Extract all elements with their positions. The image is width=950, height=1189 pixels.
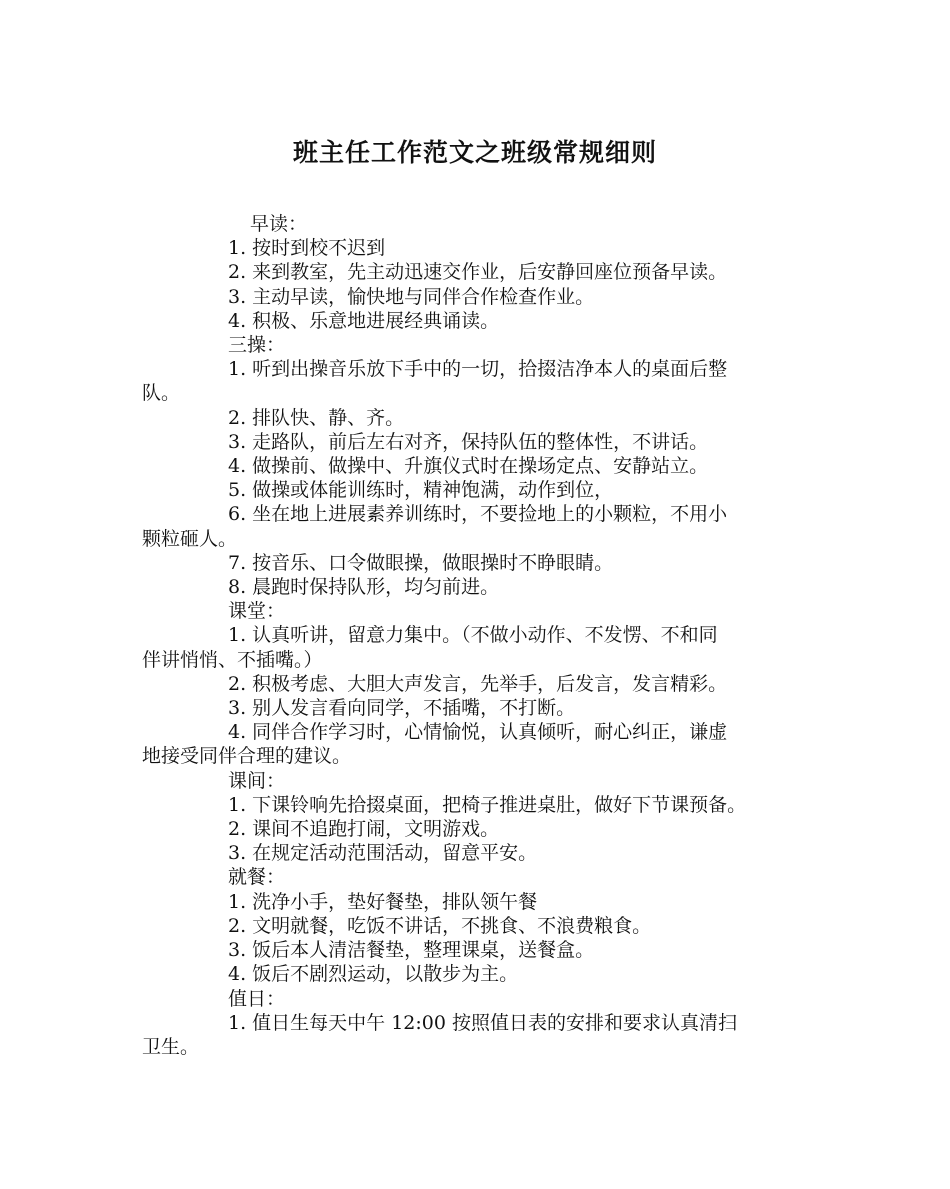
- rule-item: 4. 积极、乐意地进展经典诵读。: [228, 309, 500, 332]
- rule-item: 4. 同伴合作学习时，心情愉悦，认真倾听，耐心纠正，谦虚: [228, 721, 728, 744]
- rule-item: 4. 做操前、做操中、升旗仪式时在操场定点、安静站立。: [228, 455, 709, 478]
- section-heading: 值日：: [228, 987, 286, 1010]
- rule-item: 1. 认真听讲，留意力集中。（不做小动作、不发愣、不和同: [228, 624, 718, 647]
- rule-item: 2. 来到教室，先主动迅速交作业，后安静回座位预备早读。: [228, 261, 728, 284]
- rule-item-continuation: 地接受同伴合理的建议。: [142, 745, 352, 768]
- rule-item: 3. 主动早读，愉快地与同伴合作检查作业。: [228, 285, 595, 308]
- document-title: 班主任工作范文之班级常规细则: [292, 138, 657, 167]
- rule-item: 2. 排队快、静、齐。: [228, 406, 405, 429]
- rule-item: 6. 坐在地上进展素养训练时，不要捡地上的小颗粒，不用小: [228, 503, 728, 526]
- rule-item: 1. 下课铃响先拾掇桌面，把椅子推进桌肚，做好下节课预备。: [228, 793, 747, 816]
- rule-item: 4. 饭后不剧烈运动，以散步为主。: [228, 963, 519, 986]
- rule-item: 2. 积极考虑、大胆大声发言，先举手，后发言，发言精彩。: [228, 672, 728, 695]
- rule-item: 5. 做操或体能训练时，精神饱满，动作到位，: [228, 479, 614, 502]
- rule-item: 7. 按音乐、口令做眼操，做眼操时不睁眼睛。: [228, 551, 614, 574]
- rule-item-continuation: 队。: [142, 382, 181, 405]
- rule-item: 3. 饭后本人清洁餐垫，整理课桌，送餐盒。: [228, 939, 595, 962]
- rule-item: 3. 走路队，前后左右对齐，保持队伍的整体性，不讲话。: [228, 430, 709, 453]
- section-heading: 就餐：: [228, 866, 286, 889]
- section-heading: 三操：: [228, 334, 286, 357]
- document-body: [142, 212, 822, 1059]
- section-heading: 早读：: [250, 213, 308, 235]
- rule-item: 2. 课间不追跑打闹，文明游戏。: [228, 818, 500, 841]
- rule-item: 3. 在规定活动范围活动，留意平安。: [228, 842, 538, 865]
- rule-item: 8. 晨跑时保持队形，均匀前进。: [228, 576, 500, 599]
- rule-item-continuation: 颗粒砸人。: [142, 527, 238, 550]
- rule-item: 1. 听到出操音乐放下手中的一切，拾掇洁净本人的桌面后整: [228, 358, 728, 381]
- rule-item: 1. 值日生每天中午 12:00 按照值日表的安排和要求认真清扫: [228, 1011, 738, 1034]
- rule-item: 1. 按时到校不迟到: [228, 237, 386, 260]
- section-heading: 课堂：: [228, 600, 286, 623]
- rule-item-continuation: 伴讲悄悄、不插嘴。）: [142, 648, 323, 671]
- rule-item: 3. 别人发言看向同学，不插嘴，不打断。: [228, 697, 576, 720]
- rule-item: 1. 洗净小手，垫好餐垫，排队领午餐: [228, 890, 538, 913]
- rule-item: 2. 文明就餐，吃饭不讲话，不挑食、不浪费粮食。: [228, 914, 652, 937]
- rule-item-continuation: 卫生。: [142, 1035, 200, 1058]
- section-heading: 课间：: [228, 769, 286, 792]
